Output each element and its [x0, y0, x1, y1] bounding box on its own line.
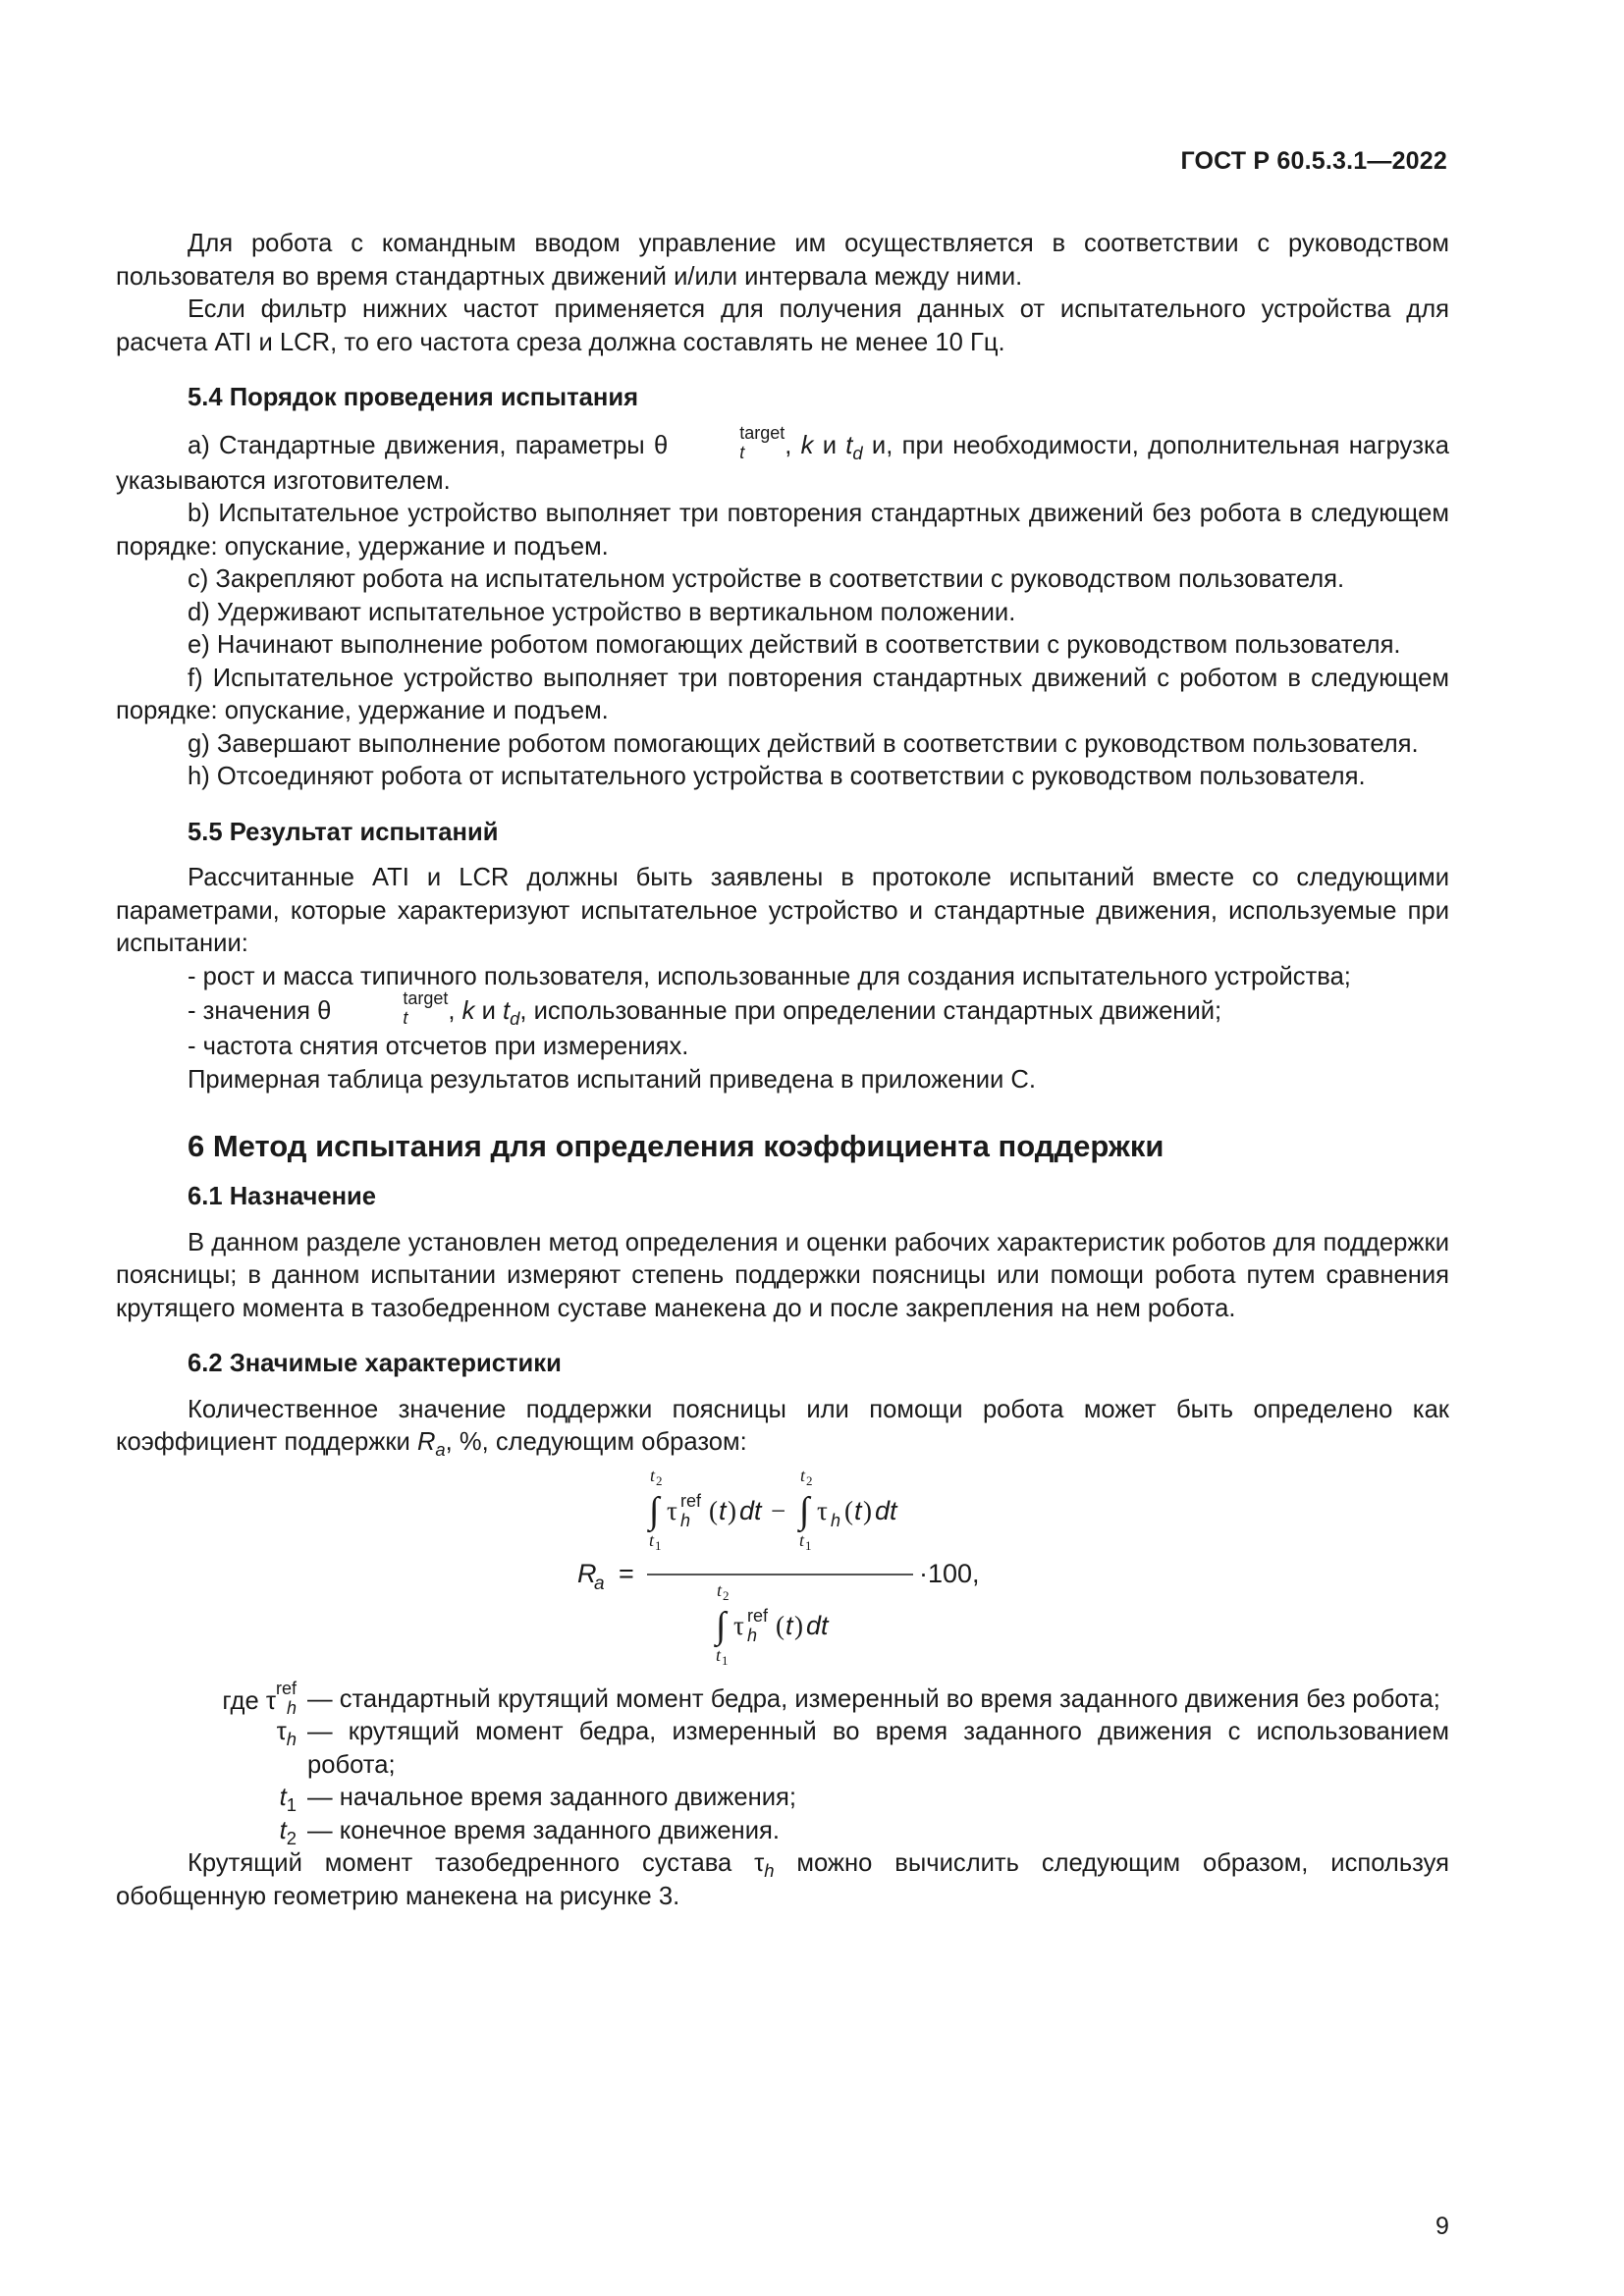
paren: ) — [794, 1610, 803, 1640]
bullet-item: - рост и масса типичного пользователя, использованные для создания испытательного устройства; — [188, 962, 1351, 990]
paragraph: Примерная таблица результатов испытаний приведена в приложении С. — [188, 1065, 1036, 1094]
int-upper: t — [800, 1465, 806, 1485]
diff: dt — [875, 1495, 897, 1525]
tau-sub: h — [747, 1625, 758, 1645]
bullet-item: - частота снятия отсчетов при измерениях. — [188, 1033, 689, 1060]
tau-sub: h — [831, 1510, 841, 1530]
tau-sub: h — [680, 1510, 691, 1530]
formula-definitions — [116, 1678, 1449, 1848]
section-heading-6-2: 6.2 Значимые характеристики — [188, 1350, 562, 1377]
list-item-f: f) Испытательное устройство выполняет три повторения стандартных движений с роботом в следующем порядке: опускание, удержание и подъем. — [116, 664, 1449, 724]
int-lower: t — [799, 1529, 805, 1550]
arg: t — [719, 1495, 727, 1525]
int-upper-sub: 2 — [656, 1472, 663, 1488]
int-upper-sub: 2 — [806, 1472, 813, 1488]
list-item-h: h) Отсоединяют робота от испытательного устройства в соответствии с руководством пользователя. — [188, 763, 1366, 790]
int-upper-sub: 2 — [723, 1587, 730, 1603]
diff: dt — [739, 1495, 762, 1525]
tau-symbol: τ — [817, 1495, 828, 1525]
bullet-item: - значения θ target t , k и $t_d$, использованные при определении стандартных движений; — [188, 988, 1222, 1029]
paren: ( — [709, 1495, 718, 1525]
formula-lhs: R — [577, 1558, 597, 1588]
tau-sup: ref — [680, 1490, 702, 1511]
paren: ( — [776, 1610, 785, 1640]
list-item-c: c) Закрепляют робота на испытательном устройстве в соответствии с руководством пользователя. — [188, 565, 1345, 593]
int-upper: t — [650, 1465, 656, 1485]
section-heading-6-1: 6.1 Назначение — [188, 1183, 377, 1210]
support-coefficient-formula — [116, 1466, 1449, 1672]
paren: ) — [728, 1495, 736, 1525]
minus: − — [771, 1495, 786, 1525]
section-heading-5-5: 5.5 Результат испытаний — [188, 818, 499, 846]
paragraph: Рассчитанные ATI и LCR должны быть заявлены в протоколе испытаний вместе со следующими параметрами, которые характеризуют испытательное устройство и стандартные движения, используемые при испытании: — [116, 864, 1449, 957]
integral-sign: ∫ — [716, 1604, 727, 1646]
list-item-g: g) Завершают выполнение роботом помогающих действий в соответствии с руководством пользователя. — [188, 729, 1419, 758]
arg: t — [854, 1495, 862, 1525]
paragraph: Крутящий момент тазобедренного сустава $\tau_h$ можно вычислить следующим образом, используя обобщенную геометрию манекена на рисунке 3. — [116, 1849, 1449, 1910]
list-item-d: d) Удерживают испытательное устройство в вертикальном положении. — [188, 598, 1016, 626]
integral-sign: ∫ — [649, 1489, 660, 1531]
document-body — [116, 228, 1449, 1913]
int-lower-sub: 1 — [805, 1537, 812, 1553]
multiplier: ·100, — [919, 1558, 980, 1588]
paren: ( — [844, 1495, 853, 1525]
int-lower: t — [649, 1529, 655, 1550]
list-item-a: a) Стандартные движения, параметры θ target t , k и $t_d$ и, при необходимости, дополнительная нагрузка указываются изготовителем. — [116, 422, 1449, 495]
list-item-b: b) Испытательное устройство выполняет три повторения стандартных движений без робота в следующем порядке: опускание, удержание и подъем. — [116, 500, 1449, 561]
section-heading-5-4: 5.4 Порядок проведения испытания — [188, 384, 639, 411]
page-number: 9 — [1435, 2213, 1449, 2240]
int-upper: t — [717, 1579, 723, 1600]
definition-row: $t_1$ — начальное время заданного движения; — [279, 1784, 797, 1816]
formula-lhs-sub: a — [594, 1573, 605, 1594]
definition-row: где τ ref h — стандартный крутящий момент бедра, измеренный во время заданного движения без робота; — [222, 1678, 1440, 1718]
paragraph: Если фильтр нижних частот применяется для получения данных от испытательного устройства для расчета ATI и LCR, то его частота среза должна составлять не менее 10 Гц. — [116, 295, 1449, 356]
list-item-e: e) Начинают выполнение роботом помогающих действий в соответствии с руководством пользователя. — [188, 631, 1401, 659]
integral-sign: ∫ — [799, 1489, 810, 1531]
arg: t — [785, 1610, 793, 1640]
document-header: ГОСТ Р 60.5.3.1—2022 — [1180, 147, 1447, 175]
tau-symbol: τ — [667, 1495, 677, 1525]
int-lower-sub: 1 — [722, 1652, 729, 1668]
section-heading-6: 6 Метод испытания для определения коэффициента поддержки — [188, 1129, 1164, 1163]
diff: dt — [806, 1610, 829, 1640]
paragraph: В данном разделе установлен метод определения и оценки рабочих характеристик роботов для поддержки поясницы; в данном испытании измеряют степень поддержки поясницы или помощи робота путем сравнения крутящего момента в тазобедренном суставе манекена до и после закрепления на нем робота. — [116, 1228, 1449, 1322]
paren: ) — [863, 1495, 872, 1525]
int-lower-sub: 1 — [655, 1537, 662, 1553]
formula-equals: = — [619, 1558, 634, 1588]
paragraph: Количественное значение поддержки поясницы или помощи робота может быть определено как коэффициент поддержки $R_a$, %, следующим образом: — [116, 1395, 1449, 1461]
definition-row: $t_2$ — конечное время заданного движения. — [279, 1816, 780, 1848]
definition-row: $\tau_h$ — крутящий момент бедра, измеренный во время заданного движения с использованием робота; — [276, 1718, 1449, 1779]
int-lower: t — [716, 1644, 722, 1665]
paragraph: Для робота с командным вводом управление им осуществляется в соответствии с руководством пользователя во время стандартных движений и/или интервала между ними. — [116, 230, 1449, 291]
tau-symbol: τ — [733, 1610, 744, 1640]
tau-sup: ref — [747, 1605, 769, 1626]
